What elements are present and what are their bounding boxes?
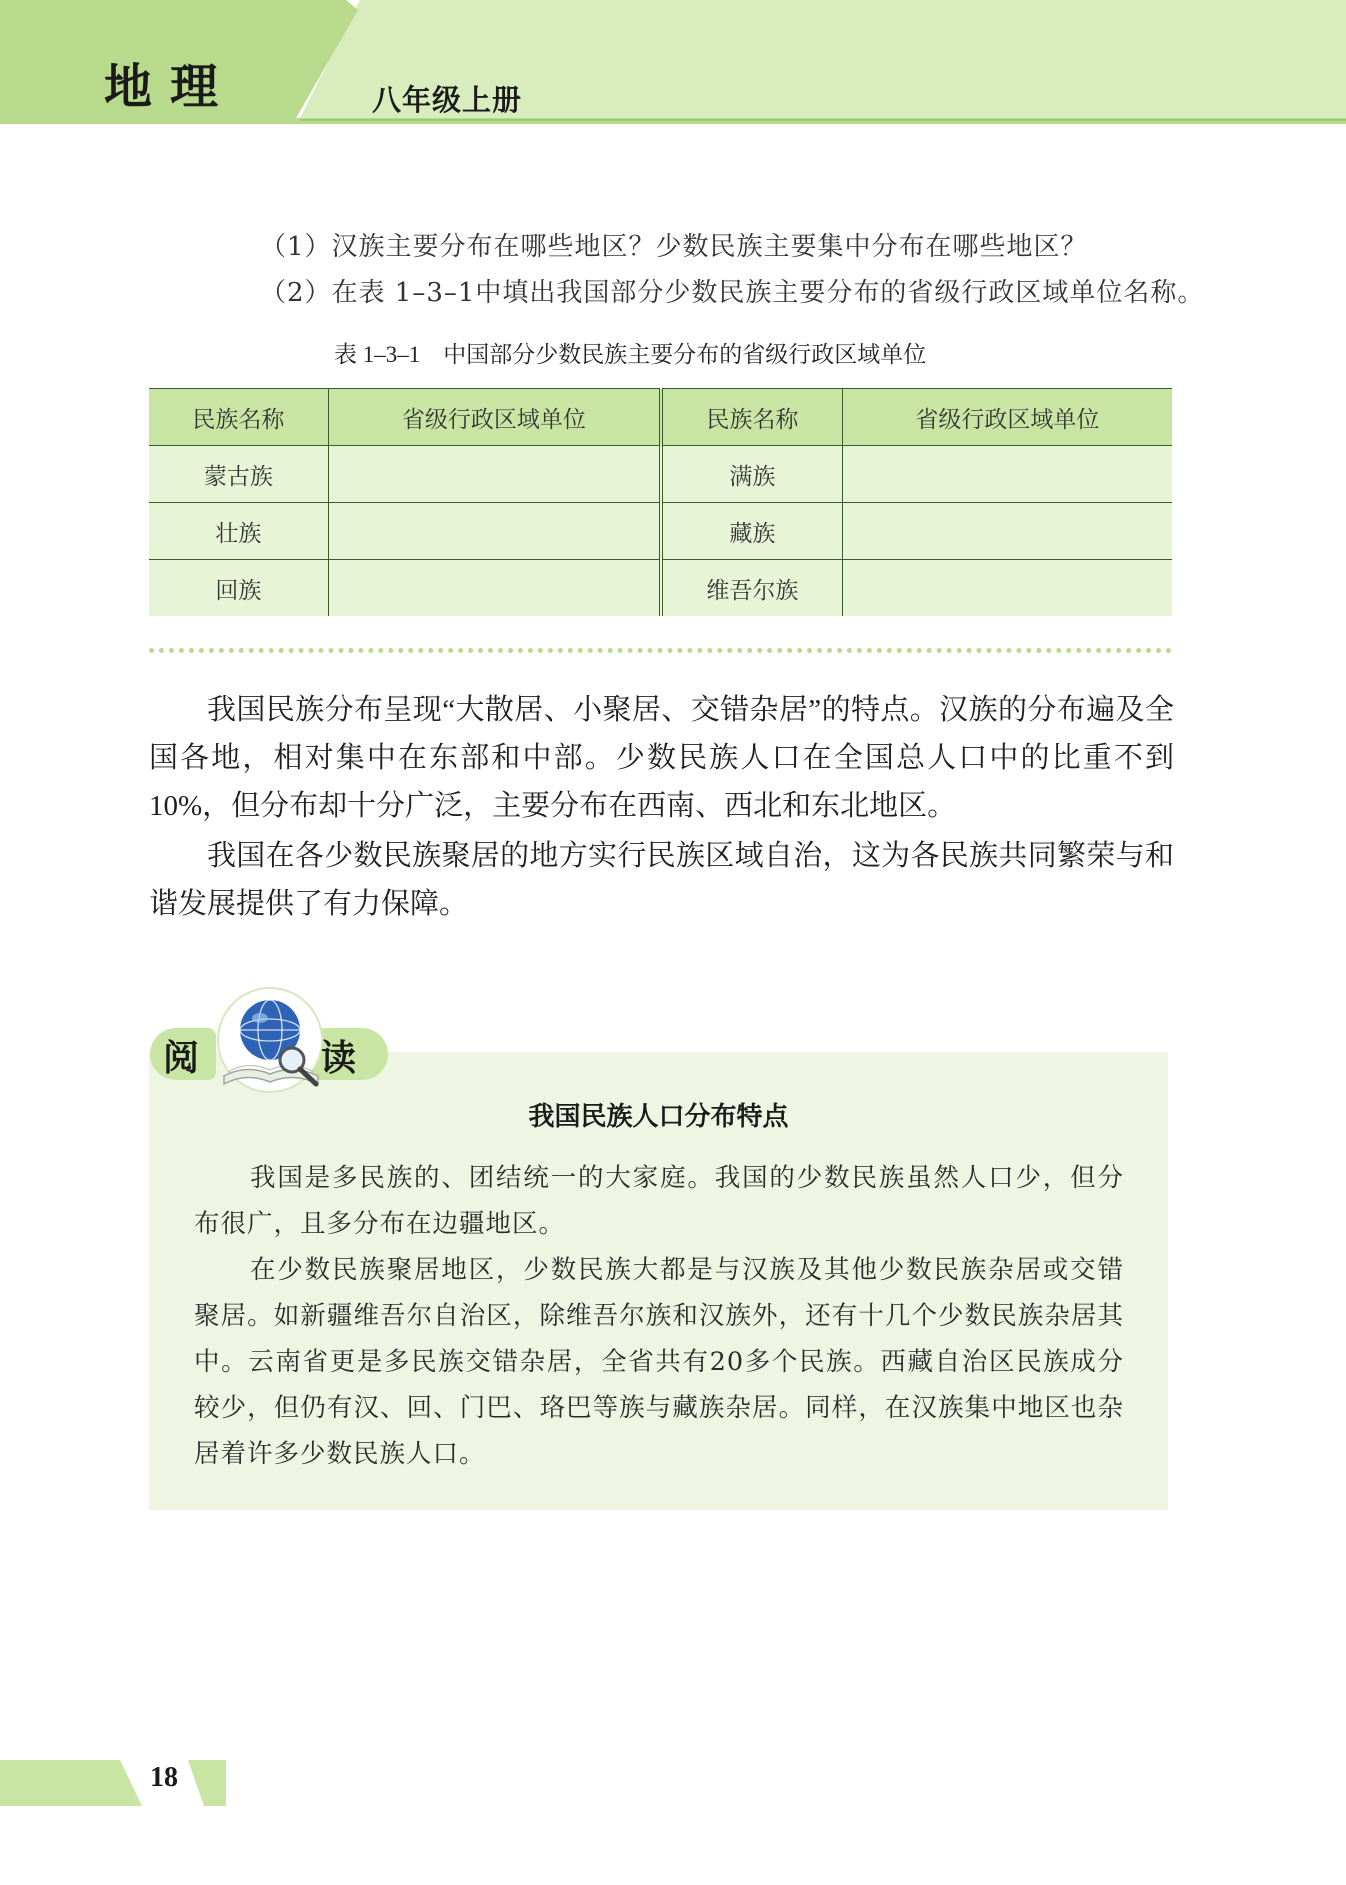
footer-page-tab xyxy=(0,1760,230,1806)
reading-label-char: 阅 xyxy=(163,1038,200,1079)
table-cell-ethnic-group: 维吾尔族 xyxy=(661,560,842,617)
table-cell-blank xyxy=(328,503,661,560)
table-header-cell: 省级行政区域单位 xyxy=(842,389,1172,446)
dotted-divider xyxy=(149,648,1172,653)
table-header-cell: 省级行政区域单位 xyxy=(328,389,661,446)
body-paragraph: 我国在各少数民族聚居的地方实行民族区域自治，这为各民族共同繁荣与和谐发展提供了有力保障。 xyxy=(149,840,1174,920)
question-1: （1）汉族主要分布在哪些地区？少数民族主要集中分布在哪些地区？ xyxy=(260,232,1088,262)
grade-label: 八年级上册 xyxy=(372,83,523,117)
question-2: （2）在表 1–3–1中填出我国部分少数民族主要分布的省级行政区域单位名称。 xyxy=(260,278,1205,308)
table-cell-ethnic-group: 蒙古族 xyxy=(149,446,328,503)
table-row xyxy=(149,560,1172,617)
table-cell-ethnic-group: 回族 xyxy=(149,560,328,617)
table-caption: 表 1–3–1 中国部分少数民族主要分布的省级行政区域单位 xyxy=(334,342,927,367)
reading-paragraph: 我国是多民族的、团结统一的大家庭。我国的少数民族虽然人口少，但分布很广，且多分布在边疆地区。 xyxy=(194,1163,1124,1239)
table-header-cell: 民族名称 xyxy=(149,389,328,446)
table-cell-ethnic-group: 壮族 xyxy=(149,503,328,560)
table-header-cell: 民族名称 xyxy=(661,389,842,446)
table-row xyxy=(149,446,1172,503)
table-row xyxy=(149,503,1172,560)
globe-book-magnifier-icon xyxy=(206,980,336,1100)
reading-title: 我国民族人口分布特点 xyxy=(528,1102,789,1132)
body-paragraph: 我国民族分布呈现“大散居、小聚居、交错杂居”的特点。汉族的分布遍及全国各地，相对集中在东部和中部。少数民族人口在全国总人口中的比重不到10%，但分布却十分广泛，主要分布在西南、西北和东北地区。 xyxy=(149,694,1174,822)
subject-title: 地理 xyxy=(104,59,237,115)
table-cell-blank xyxy=(328,446,661,503)
table-cell-blank xyxy=(842,503,1172,560)
ethnic-distribution-table xyxy=(149,388,1172,616)
reading-paragraph: 在少数民族聚居地区，少数民族大都是与汉族及其他少数民族杂居或交错聚居。如新疆维吾尔自治区，除维吾尔族和汉族外，还有十几个少数民族杂居其中。云南省更是多民族交错杂居，全省共有20多个民族。西藏自治区民族成分较少，但仍有汉、回、门巴、珞巴等族与藏族杂居。同样，在汉族集中地区也杂居着许多少数民族人口。 xyxy=(194,1255,1124,1469)
reading-label-char: 读 xyxy=(320,1038,357,1079)
table-cell-blank xyxy=(842,560,1172,617)
page-number: 18 xyxy=(150,1762,178,1793)
table-cell-ethnic-group: 藏族 xyxy=(661,503,842,560)
table-cell-ethnic-group: 满族 xyxy=(661,446,842,503)
table-cell-blank xyxy=(328,560,661,617)
table-header-row xyxy=(149,389,1172,446)
table-cell-blank xyxy=(842,446,1172,503)
